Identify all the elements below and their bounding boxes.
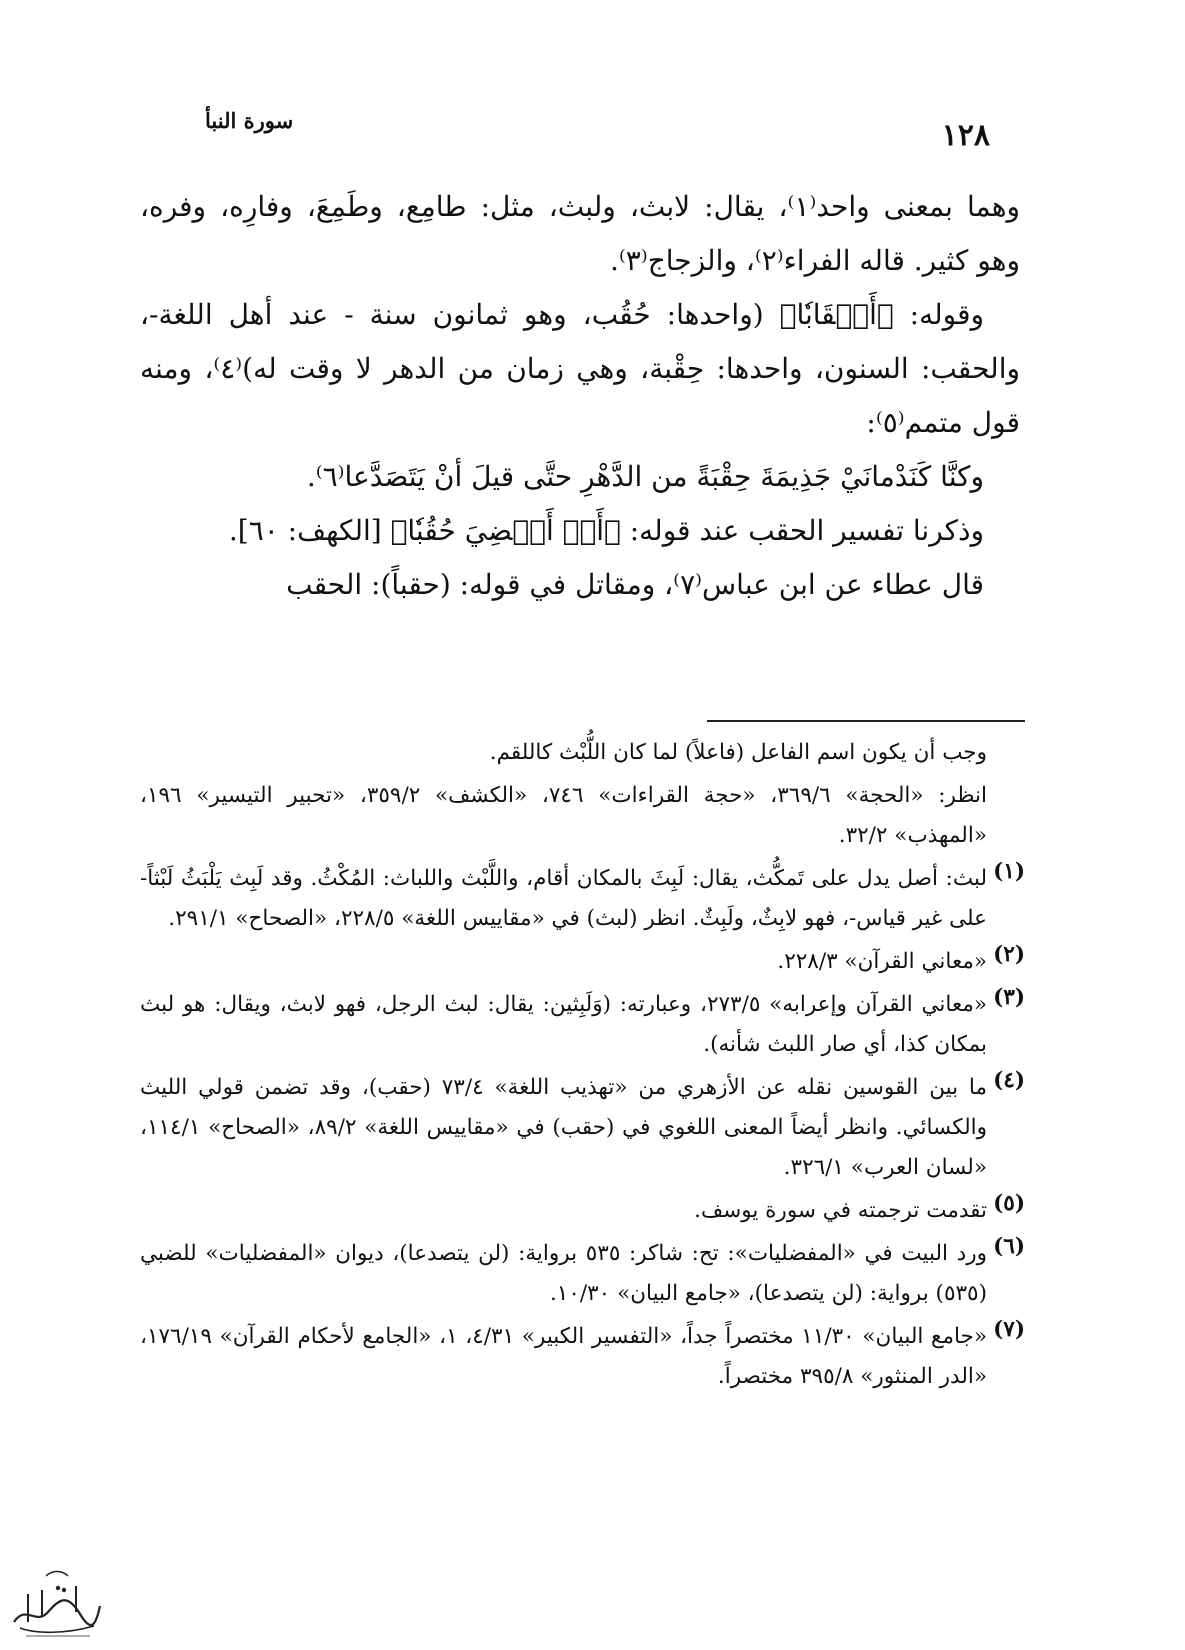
page-number: ١٢٨ — [941, 118, 990, 153]
footnote-text: «معاني القرآن» ٢٢٨/٣. — [777, 949, 987, 974]
poetry-verse: وكنَّا كَنَدْمانَيْ جَذِيمَةَ حِقْبَةً من الدَّهْرِ حتَّى قيلَ أنْ يَتَصَدَّعا⁽٦⁾. — [306, 460, 984, 493]
footnote-6 — [140, 1234, 1025, 1314]
footnote-number: (٧) — [993, 1317, 1025, 1342]
publisher-logo-icon — [6, 1564, 106, 1644]
surah-title: سورة النبأ — [205, 108, 294, 133]
footnote-text: «جامع البيان» ١١/٣٠ مختصراً جداً، «التفسير الكبير» ٤/٣١، ١، «الجامع لأحكام القرآن» ١٧٦/١٩، «الدر المنثور» ٣٩٥/٨ مختصراً. — [140, 1324, 987, 1389]
main-text — [140, 180, 1020, 612]
footnote-number: (٢) — [993, 942, 1025, 967]
main-paragraph: قال عطاء عن ابن عباس⁽٧⁾، ومقاتل في قوله: (حقباً): الحقب — [286, 568, 984, 601]
footnote-separator — [707, 720, 1025, 722]
footnote-text: ما بين القوسين نقله عن الأزهري من «تهذيب اللغة» ٧٣/٤ (حقب)، وقد تضمن قولي الليث والكسائي. وانظر أيضاً المعنى اللغوي في (حقب) في «مقاييس اللغة» ٨٩/٢، «الصحاح» ١١٤/١، «لسان العرب» ٣٢٦/١. — [140, 1075, 987, 1180]
footnote-number: (٦) — [993, 1234, 1025, 1259]
footnote-number: (٣) — [993, 985, 1025, 1010]
footnote-number: (١) — [993, 859, 1025, 884]
footnote-4 — [140, 1068, 1025, 1188]
footnote-7 — [140, 1317, 1025, 1397]
footnote-5 — [140, 1191, 1025, 1231]
footnote-3 — [140, 985, 1025, 1065]
footnote-number: (٤) — [993, 1068, 1025, 1093]
footnote-text: «معاني القرآن وإعرابه» ٢٧٣/٥، وعبارته: (وَلَبِثين: يقال: لبث الرجل، فهو لابث، ويقال: هو لبث بمكان كذا، أي صار اللبث شأنه). — [140, 992, 987, 1057]
main-paragraph: وقوله: ﴿أَحۡقَابٗا﴾ (واحدها: حُقُب، وهو ثمانون سنة - عند أهل اللغة-، والحقب: السنون، واحدها: حِقْبة، وهي زمان من الدهر لا وقت له)⁽٤⁾، ومنه قول متمم⁽٥⁾: — [140, 298, 1020, 439]
main-paragraph: وهما بمعنى واحد⁽١⁾، يقال: لابث، ولبث، مثل: طامِع، وطَمِعَ، وفارِه، وفره، وهو كثير. قاله الفراء⁽٢⁾، والزجاج⁽٣⁾. — [140, 190, 1020, 277]
footnote-2 — [140, 942, 1025, 982]
footnote-text: لبث: أصل يدل على تَمكُّث، يقال: لَبِثَ بالمكان أقام، واللَّبْث واللباث: المُكْثُ. وقد لَبِث يَلْبَثُ لَبْثاً- على غير قياس-، فهو لابِثٌ، ولَبِثٌ. انظر (لبث) في «مقاييس اللغة» ٢٢٨/٥، «الصحاح» ٢٩١/١. — [140, 866, 987, 931]
footnote-text: ورد البيت في «المفضليات»: تح: شاكر: ٥٣٥ برواية: (لن يتصدعا)، ديوان «المفضليات» للضبي (٥٣٥) برواية: (لن يتصدعا)، «جامع البيان» ١٠/٣٠. — [140, 1241, 988, 1306]
footnote-text: تقدمت ترجمته في سورة يوسف. — [694, 1198, 987, 1223]
footnote-1 — [140, 859, 1025, 939]
main-paragraph: وذكرنا تفسير الحقب عند قوله: ﴿أَوۡ أَمۡضِيَ حُقُبٗا﴾ [الكهف: ٦٠]. — [228, 514, 984, 547]
footnote-number: (٥) — [993, 1191, 1025, 1216]
footnotes — [140, 733, 1025, 1400]
footnote-continuation: وجب أن يكون اسم الفاعل (فاعلاً) لما كان اللُّبْث كاللقم. — [489, 740, 987, 765]
footnote-continuation: انظر: «الحجة» ٣٦٩/٦، «حجة القراءات» ٧٤٦، «الكشف» ٣٥٩/٢، «تحبير التيسير» ١٩٦، «المهذب» ٣٢/٢. — [140, 783, 987, 848]
